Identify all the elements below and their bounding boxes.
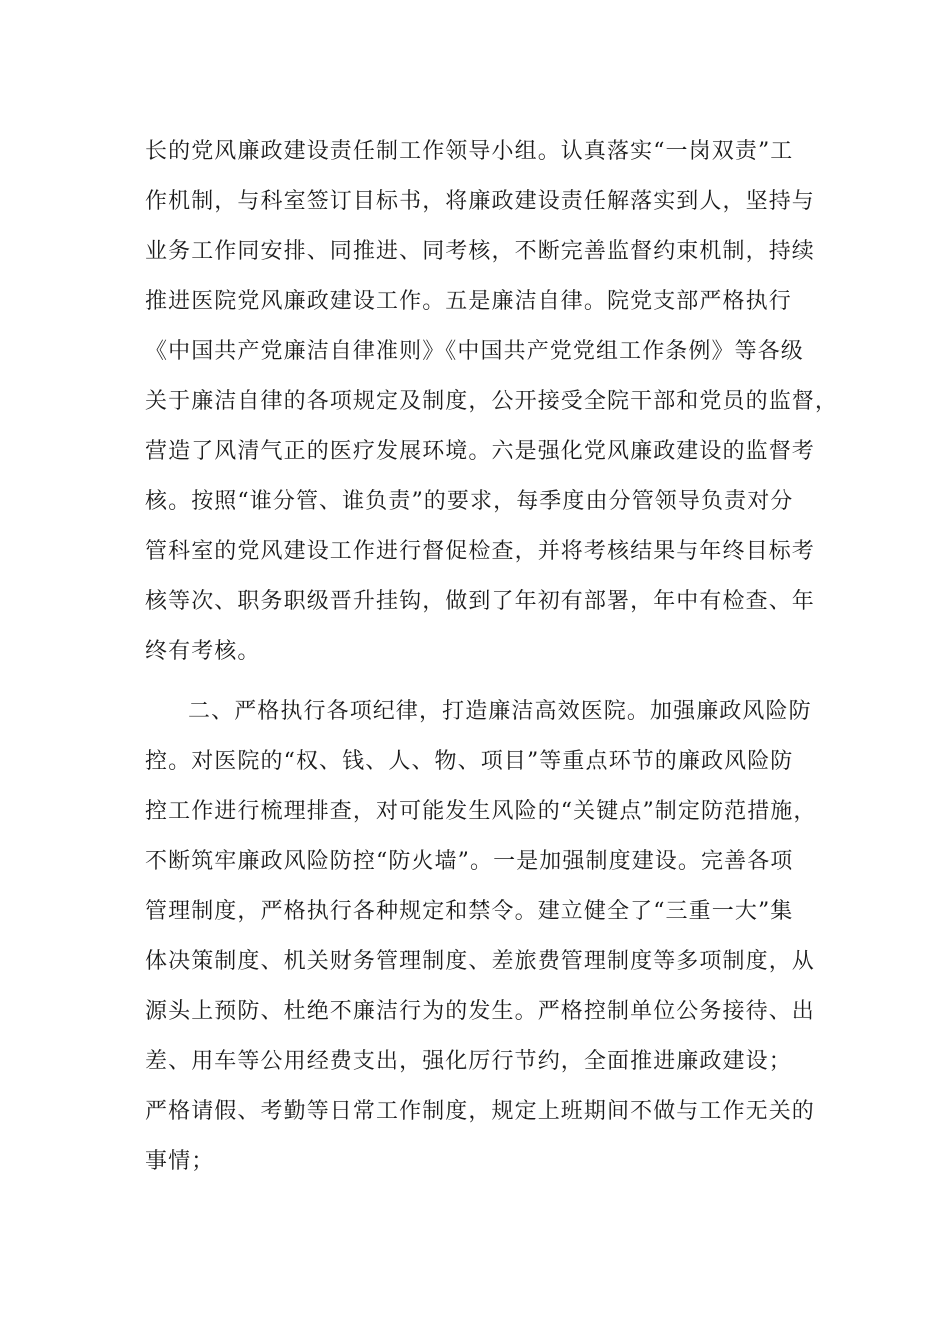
text-line: 长的党风廉政建设责任制工作领导小组。认真落实“一岗双责”工 (145, 139, 794, 164)
text-line: 管科室的党风建设工作进行督促检查，并将考核结果与年终目标考 (145, 539, 815, 564)
text-line: 事情； (145, 1149, 215, 1174)
text-line: 体决策制度、机关财务管理制度、差旅费管理制度等多项制度，从 (145, 949, 815, 974)
text-line: 不断筑牢廉政风险防控“防火墙”。一是加强制度建设。完善各项 (145, 849, 794, 874)
text-line: 作机制，与科室签订目标书，将廉政建设责任解落实到人，坚持与 (145, 189, 815, 214)
text-line: 业务工作同安排、同推进、同考核，不断完善监督约束机制，持续 (145, 239, 815, 264)
text-line: 核等次、职务职级晋升挂钩，做到了年初有部署，年中有检查、年 (145, 589, 815, 614)
paragraph-first-line: 二、严格执行各项纪律，打造廉洁高效医院。加强廉政风险防 (188, 699, 812, 724)
text-line: 营造了风清气正的医疗发展环境。六是强化党风廉政建设的监督考 (145, 439, 815, 464)
text-line: 终有考核。 (145, 639, 261, 664)
text-line: 差、用车等公用经费支出，强化厉行节约，全面推进廉政建设； (145, 1049, 792, 1074)
text-line: 控。对医院的“权、钱、人、物、项目”等重点环节的廉政风险防 (145, 749, 794, 774)
text-line: 控工作进行梳理排查，对可能发生风险的“关键点”制定防范措施， (145, 799, 817, 824)
text-line: 推进医院党风廉政建设工作。五是廉洁自律。院党支部严格执行 (145, 289, 792, 314)
text-line: 《中国共产党廉洁自律准则》《中国共产党党组工作条例》等各级 (145, 339, 804, 364)
text-line: 管理制度，严格执行各种规定和禁令。建立健全了“三重一大”集 (145, 899, 794, 924)
text-line: 关于廉洁自律的各项规定及制度，公开接受全院干部和党员的监督， (145, 389, 839, 414)
text-line: 严格请假、考勤等日常工作制度，规定上班期间不做与工作无关的 (145, 1099, 815, 1124)
text-line: 核。按照“谁分管、谁负责”的要求，每季度由分管领导负责对分 (145, 489, 794, 514)
text-line: 源头上预防、杜绝不廉洁行为的发生。严格控制单位公务接待、出 (145, 999, 815, 1024)
